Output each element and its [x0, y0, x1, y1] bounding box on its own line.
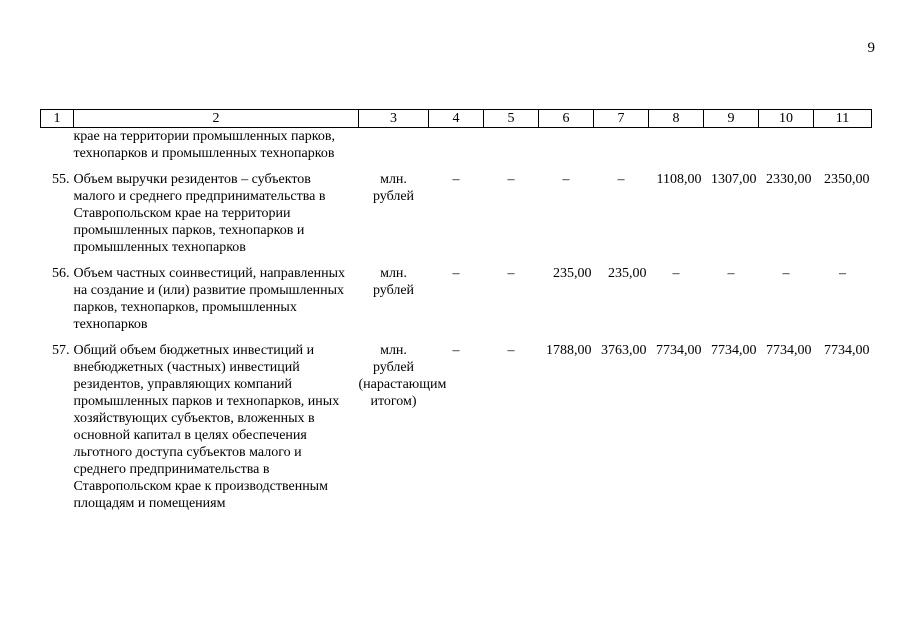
column-header: 4	[429, 110, 484, 128]
value-cell: 2350,00	[824, 172, 870, 187]
column-header: 10	[759, 110, 814, 128]
indicator-name: Объем выручки резидентов – субъектов малого и среднего предпринимательства в Ставропольском крае на территории промышленных парков, технопарков и промышленных технопарков	[73, 172, 326, 255]
column-header: 6	[539, 110, 594, 128]
value-cell: –	[507, 172, 515, 187]
table-row	[41, 256, 872, 333]
table-row	[41, 333, 872, 512]
value-cell: –	[562, 172, 570, 187]
value-cell: –	[507, 343, 515, 358]
indicators-table	[40, 109, 872, 512]
table-row	[41, 162, 872, 256]
indicator-name: крае на территории промышленных парков, технопарков и промышленных технопарков	[73, 129, 335, 161]
value-cell: 7734,00	[824, 343, 870, 358]
value-cell: 1788,00	[546, 343, 592, 358]
value-cell	[759, 128, 814, 163]
value-cell	[649, 128, 704, 163]
value-cell: 3763,00	[601, 343, 647, 358]
value-cell: –	[507, 266, 515, 281]
value-cell: 2330,00	[766, 172, 812, 187]
unit	[359, 128, 429, 163]
value-cell: –	[839, 266, 846, 281]
table-row	[41, 128, 872, 163]
unit: млн. рублей (нарастающим итогом)	[358, 343, 447, 409]
value-cell: –	[782, 266, 790, 281]
column-header: 9	[704, 110, 759, 128]
value-cell: 235,00	[608, 266, 647, 281]
value-cell: 1108,00	[656, 172, 702, 187]
column-header: 2	[74, 110, 359, 128]
column-header: 7	[594, 110, 649, 128]
unit: млн. рублей	[372, 266, 415, 298]
value-cell: 7734,00	[656, 343, 702, 358]
value-cell: –	[617, 172, 625, 187]
value-cell: –	[452, 343, 460, 358]
value-cell	[704, 128, 759, 163]
row-number	[41, 128, 74, 163]
value-cell	[484, 128, 539, 163]
value-cell: 235,00	[553, 266, 592, 281]
value-cell: –	[727, 266, 735, 281]
value-cell	[594, 128, 649, 163]
indicator-name: Общий объем бюджетных инвестиций и внебюджетных (частных) инвестиций резидентов, управляющих компаний промышленных парков и технопарков, иных хозяйствующих субъектов, вложенных в основной капитал в целях обеспечения льготного доступа субъектов малого и среднего предпринимательства в Ставропольском крае к производственным площадям и помещениям	[73, 343, 340, 511]
column-header: 1	[41, 110, 74, 128]
column-header: 5	[484, 110, 539, 128]
value-cell: 7734,00	[711, 343, 757, 358]
unit: млн. рублей	[372, 172, 415, 204]
value-cell: –	[672, 266, 680, 281]
value-cell	[814, 128, 872, 163]
column-header: 8	[649, 110, 704, 128]
value-cell: 1307,00	[711, 172, 757, 187]
indicator-name: Объем частных соинвестиций, направленных на создание и (или) развитие промышленных парков, технопарков, промышленных технопарков	[73, 266, 346, 332]
value-cell	[539, 128, 594, 163]
page-number: 9	[867, 40, 875, 56]
column-header: 11	[814, 110, 872, 128]
value-cell: 7734,00	[766, 343, 812, 358]
column-header: 3	[359, 110, 429, 128]
value-cell	[429, 128, 484, 163]
value-cell: –	[452, 266, 460, 281]
row-number: 57.	[52, 343, 70, 358]
row-number: 56.	[52, 266, 70, 281]
value-cell: –	[452, 172, 460, 187]
row-number: 55.	[52, 172, 70, 187]
column-number-header-row	[41, 110, 872, 128]
